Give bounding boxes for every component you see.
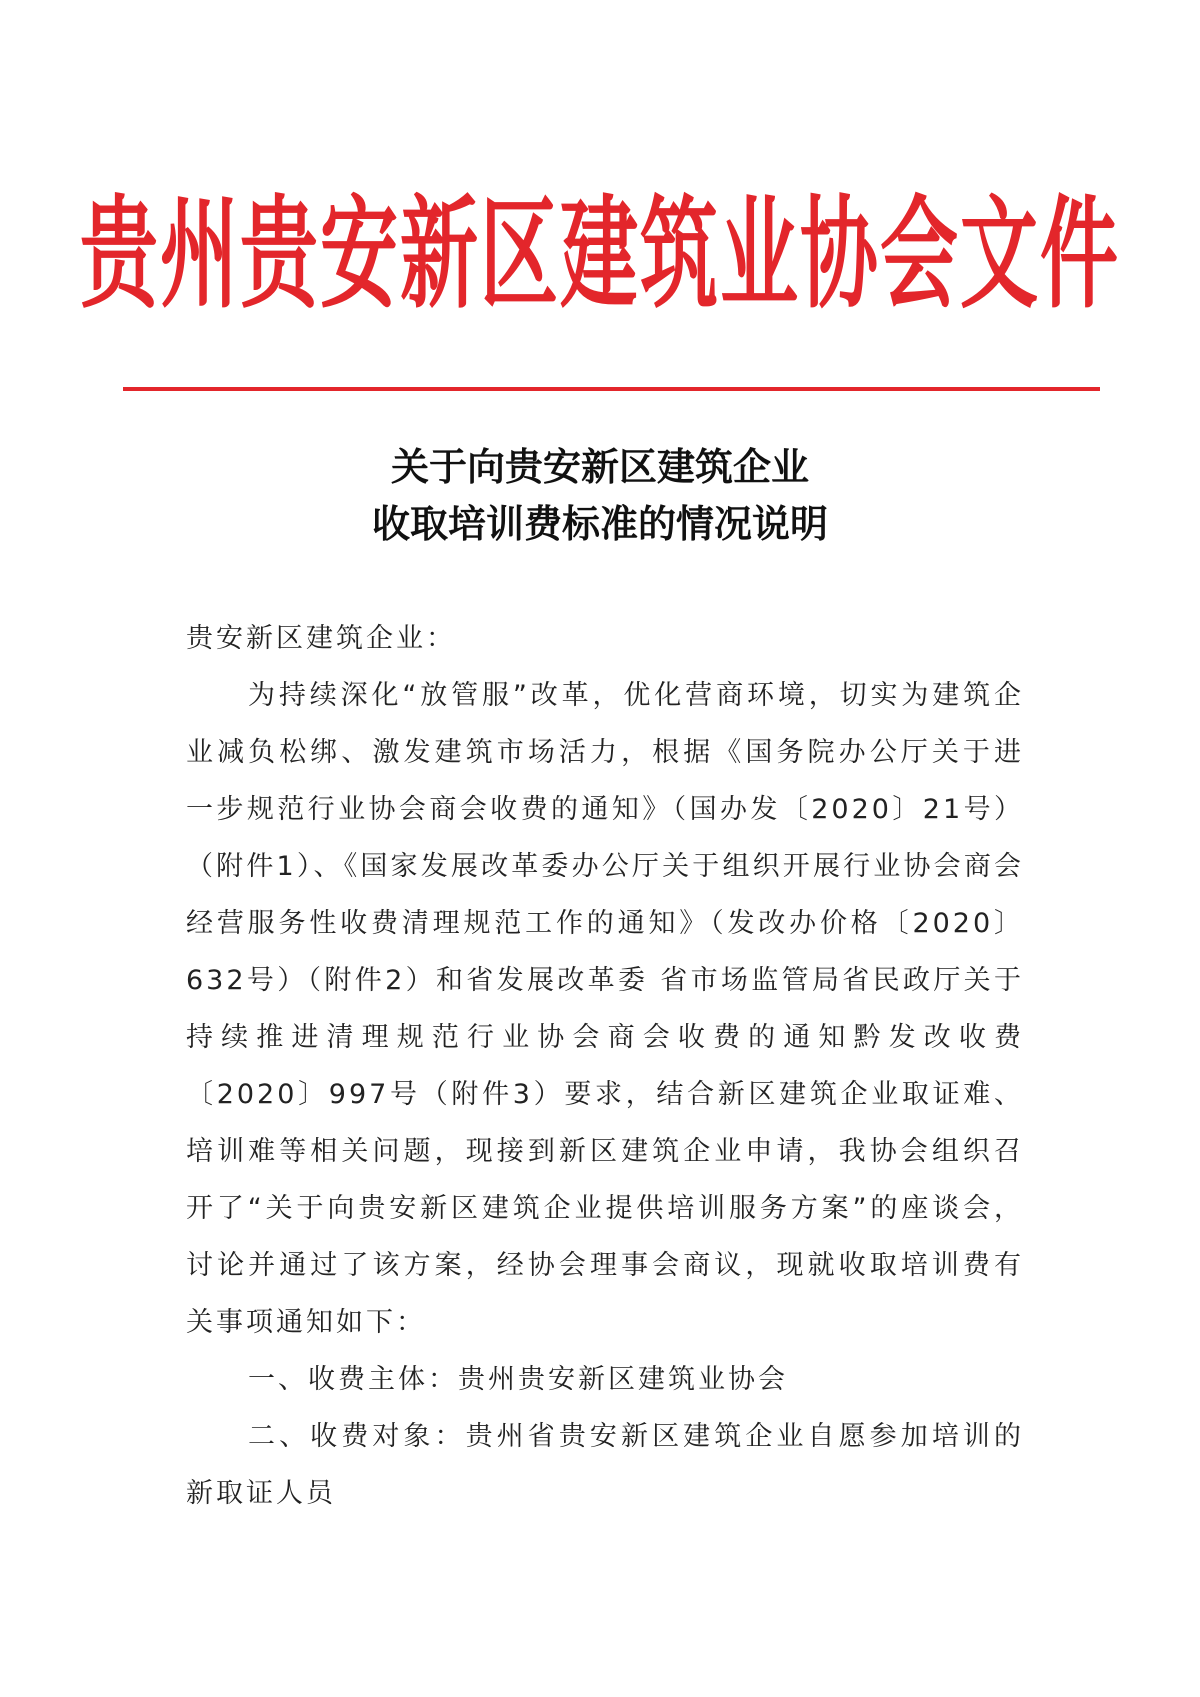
salutation: 贵安新区建筑企业： (186, 623, 456, 654)
paragraph-intro: 为持续深化“放管服”改革，优化营商环境，切实为建筑企业减负松绑、激发建筑市场活力，根据《国务院办公厅关于进一步规范行业协会商会收费的通知》（国办发〔2020〕21号）（附件1）、《国家发展改革委办公厅关于组织开展行业协会商会经营服务性收费清理规范工作的通知》（发改办价格〔2020〕632号）（附件2）和省发展改革委 省市场监管局省民政厅关于持续推进清理规范行业协会商会收费的通知黔发改收费〔2020〕997号（附件3）要求，结合新区建筑企业取证难、培训难等相关问题，现接到新区建筑企业申请，我协会组织召开了“关于向贵安新区建筑企业提供培训服务方案”的座谈会，讨论并通过了该方案，经协会理事会商议，现就收取培训费有关事项通知如下： (186, 680, 1024, 1338)
letterhead-title: 贵州贵安新区建筑业协会文件 (79, 185, 1120, 326)
letterhead-red-rule (123, 387, 1100, 391)
document-title-line-1: 关于向贵安新区建筑企业 (390, 444, 809, 489)
list-item-fee-target: 二、收费对象：贵州省贵安新区建筑企业自愿参加培训的新取证人员 (186, 1421, 1024, 1509)
list-item-fee-subject: 一、收费主体：贵州贵安新区建筑业协会 (248, 1364, 788, 1395)
document-body (186, 610, 1024, 1522)
document-title-line-2: 收取培训费标准的情况说明 (371, 501, 828, 546)
